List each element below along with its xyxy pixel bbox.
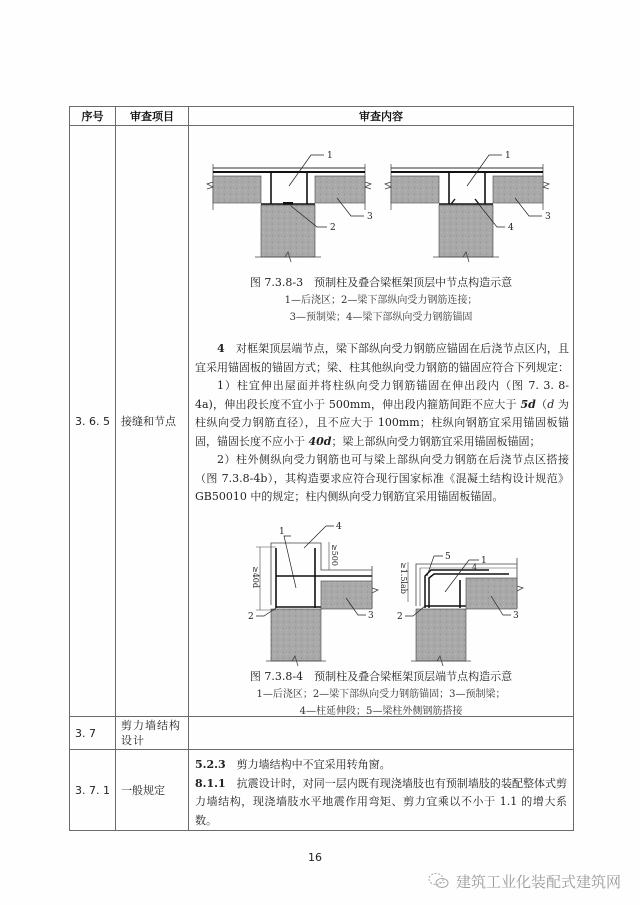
row-number: 3. 7. 1 bbox=[70, 750, 116, 831]
label-2: 2 bbox=[397, 612, 403, 622]
row-item: 接缝和节点 bbox=[116, 126, 189, 717]
paragraph-4-number: 4 bbox=[217, 342, 225, 355]
item-1-d: d bbox=[547, 397, 555, 411]
figure-7-3-8-3-diagram bbox=[199, 138, 565, 263]
paragraph-item-2: 2）柱外侧纵向受力钢筋也可与梁上部纵向受力钢筋在后浇节点区搭接（图 7.3.8-4b），其构造要求应符合现行国家标准《混凝土结构设计规范》GB50010 中的规定；柱内侧纵向受力钢筋宜采用锚固板锚固。 bbox=[195, 453, 569, 503]
table-header-row bbox=[70, 107, 574, 126]
header-no: 序号 bbox=[70, 107, 116, 126]
label-1: 1 bbox=[481, 556, 487, 566]
dim-1-5lab: ≥1.5lab bbox=[399, 562, 408, 594]
clause-text: 剪力墙结构中不宜采用转角窗。 bbox=[236, 758, 391, 771]
left-node-drawing bbox=[207, 151, 373, 262]
label-4: 4 bbox=[472, 563, 478, 572]
review-table bbox=[69, 106, 574, 831]
label-1: 1 bbox=[505, 151, 511, 161]
row-number: 3. 6. 5 bbox=[70, 126, 116, 717]
label-1: 1 bbox=[279, 527, 285, 537]
figure2-title: 图 7.3.8-4 预制柱及叠合梁框架顶层端节点构造示意 bbox=[249, 670, 513, 683]
row-number: 3. 7 bbox=[70, 717, 116, 750]
item-1-text-e: ；梁上部纵向受力钢筋宜采用锚固板锚固； bbox=[331, 434, 541, 448]
label-2: 2 bbox=[248, 612, 254, 622]
label-2: 2 bbox=[330, 223, 336, 233]
dim-500: ≥500 bbox=[330, 544, 339, 566]
watermark bbox=[428, 870, 621, 892]
label-3: 3 bbox=[545, 212, 551, 222]
item-1-text-c: 为柱纵向受力钢筋直径），且不应大于 100mm；柱纵向钢筋宜采用锚固板锚固，锚固长度不应小于 bbox=[195, 397, 570, 448]
item-1-40d: 40d bbox=[308, 434, 332, 448]
label-3: 3 bbox=[367, 212, 373, 222]
figure2-legend-line2: 4—柱延伸段；5—梁柱外侧钢筋搭接 bbox=[299, 706, 463, 717]
clause-8-1-1 bbox=[195, 775, 567, 831]
row-item: 一般规定 bbox=[116, 750, 189, 831]
end-node-a-drawing bbox=[248, 522, 378, 666]
figure1-legend-line2: 3—预制梁；4—梁下部纵向受力钢筋锚固 bbox=[289, 312, 473, 323]
label-3: 3 bbox=[513, 611, 519, 621]
label-5: 5 bbox=[445, 552, 451, 562]
watermark-text: 建筑工业化装配式建筑网 bbox=[456, 872, 622, 891]
clause-number: 8.1.1 bbox=[195, 776, 226, 790]
page-number: 16 bbox=[308, 851, 322, 864]
row-item: 剪力墙结构设计 bbox=[116, 717, 189, 750]
clause-5-2-3 bbox=[195, 756, 567, 775]
label-4: 4 bbox=[336, 522, 342, 532]
dim-40d: ≥40d bbox=[251, 566, 260, 589]
clause-number: 5.2.3 bbox=[195, 758, 226, 771]
figure2-legend-line1: 1—后浇区；2—梁下部纵向受力钢筋锚固；3—预制梁； bbox=[256, 689, 506, 700]
header-item: 审查项目 bbox=[116, 107, 189, 126]
label-4: 4 bbox=[508, 223, 514, 233]
row-content bbox=[189, 717, 574, 750]
figure-7-3-8-4-diagram bbox=[234, 518, 534, 668]
table-row bbox=[70, 717, 574, 750]
right-node-drawing bbox=[385, 151, 551, 262]
table-row bbox=[70, 126, 574, 717]
clause-text: 抗震设计时，对同一层内既有现浇墙肢也有预制墙肢的装配整体式剪力墙结构，现浇墙肢水平地震作用弯矩、剪力宜乘以不小于 1.1 的增大系数。 bbox=[195, 776, 568, 827]
paragraph-4 bbox=[195, 340, 569, 377]
label-1: 1 bbox=[327, 151, 333, 161]
row-content bbox=[189, 126, 574, 717]
label-3: 3 bbox=[368, 611, 374, 621]
item-1-5d: 5d bbox=[520, 397, 536, 411]
header-content: 审查内容 bbox=[189, 107, 574, 126]
table-row bbox=[70, 750, 574, 831]
item-1-text-b: （ bbox=[535, 397, 548, 411]
paragraph-item-1 bbox=[195, 377, 569, 451]
figure1-title: 图 7.3.8-3 预制柱及叠合梁框架顶层中节点构造示意 bbox=[249, 276, 513, 289]
figure1-legend-line1: 1—后浇区；2—梁下部纵向受力钢筋连接； bbox=[284, 295, 478, 306]
row-content bbox=[189, 750, 574, 831]
end-node-b-drawing bbox=[397, 552, 523, 666]
item-1-text-a: 1）柱宜伸出屋面并将柱纵向受力钢筋锚固在伸出段内（图 7. 3. 8-4a)，伸出段长度不宜小于 500mm，伸出段内箍筋间距不应大于 bbox=[195, 379, 569, 411]
wechat-icon bbox=[428, 872, 450, 890]
paragraph-4-text: 对框架顶层端节点，梁下部纵向受力钢筋应锚固在后浇节点区内，且宜采用锚固板的锚固方式；梁、柱其他纵向受力钢筋的锚固应符合下列规定： bbox=[195, 342, 570, 374]
